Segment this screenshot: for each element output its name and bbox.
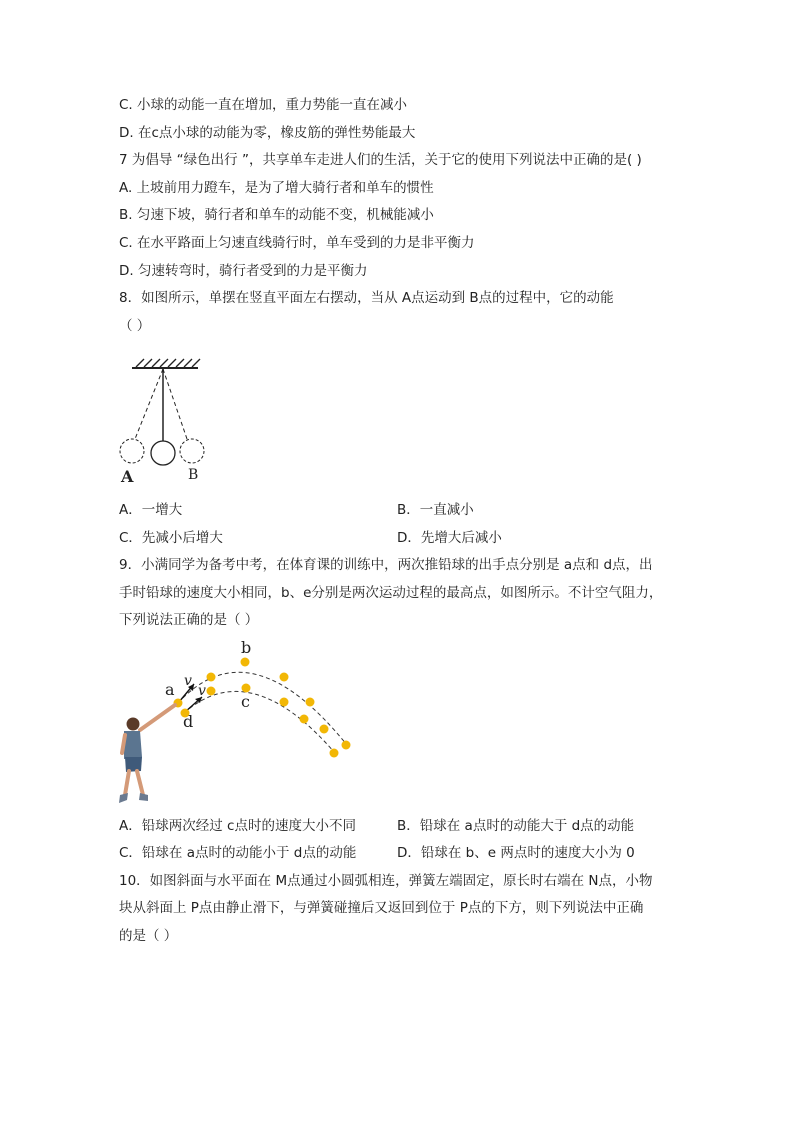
label-v2: v <box>198 683 206 699</box>
q7-option-a: A. 上坡前用力蹬车，是为了增大骑行者和单车的惯性 <box>119 180 434 196</box>
q9-stem-line3: 下列说法正确的是（ ） <box>119 612 259 628</box>
label-a: a <box>165 680 175 699</box>
q9-option-b: B．铅球在 a点时的动能大于 d点的动能 <box>397 818 635 834</box>
q9-option-d: D．铅球在 b、e 两点时的速度大小为 0 <box>397 845 635 861</box>
shot-balls <box>174 658 351 758</box>
pendulum-label-a: A <box>121 467 134 486</box>
q10-stem-line1: 10．如图斜面与水平面在 M点通过小圆弧相连，弹簧左端固定，原长时右端在 N点，小物 <box>119 873 653 889</box>
q9-stem-line1: 9．小满同学为备考中考，在体育课的训练中，两次推铅球的出手点分别是 a点和 d点，出 <box>119 557 653 573</box>
q8-option-c: C．先减小后增大 <box>119 530 223 546</box>
label-v1: v <box>184 673 192 689</box>
shotput-figure <box>110 635 360 810</box>
q8-blank: （ ） <box>119 318 151 334</box>
pendulum-label-b: B <box>188 467 199 483</box>
q8-option-a: A．一增大 <box>119 502 183 518</box>
label-b: b <box>241 638 252 657</box>
q9-option-a: A．铅球两次经过 c点时的速度大小不同 <box>119 818 356 834</box>
q6-option-d: D. 在c点小球的动能为零，橡皮筋的弹性势能最大 <box>119 125 416 141</box>
q8-option-d: D．先增大后减小 <box>397 530 502 546</box>
q7-option-b: B. 匀速下坡，骑行者和单车的动能不变，机械能减小 <box>119 207 434 223</box>
q9-stem-line2: 手时铅球的速度大小相同，b、e分别是两次运动过程的最高点，如图所示。不计空气阻力， <box>119 585 663 601</box>
athlete-figure <box>119 705 175 803</box>
q7-stem: 7 为倡导 “绿色出行 ”，共享单车走进人们的生活，关于它的使用下列说法中正确的是( ) <box>119 152 642 168</box>
q9-option-c: C．铅球在 a点时的动能小于 d点的动能 <box>119 845 357 861</box>
q8-option-b: B．一直减小 <box>397 502 474 518</box>
label-d: d <box>183 712 194 731</box>
q7-option-d: D. 匀速转弯时，骑行者受到的力是平衡力 <box>119 263 368 279</box>
q7-option-c: C. 在水平路面上匀速直线骑行时，单车受到的力是非平衡力 <box>119 235 475 251</box>
q10-stem-line3: 的是（ ） <box>119 928 178 944</box>
q8-stem: 8．如图所示，单摆在竖直平面左右摆动，当从 A点运动到 B点的过程中，它的动能 <box>119 290 614 306</box>
q10-stem-line2: 块从斜面上 P点由静止滑下，与弹簧碰撞后又返回到位于 P点的下方，则下列说法中正确 <box>119 900 644 916</box>
q6-option-c: C. 小球的动能一直在增加，重力势能一直在减小 <box>119 97 408 113</box>
label-c: c <box>241 692 250 711</box>
pendulum-figure <box>118 355 218 485</box>
